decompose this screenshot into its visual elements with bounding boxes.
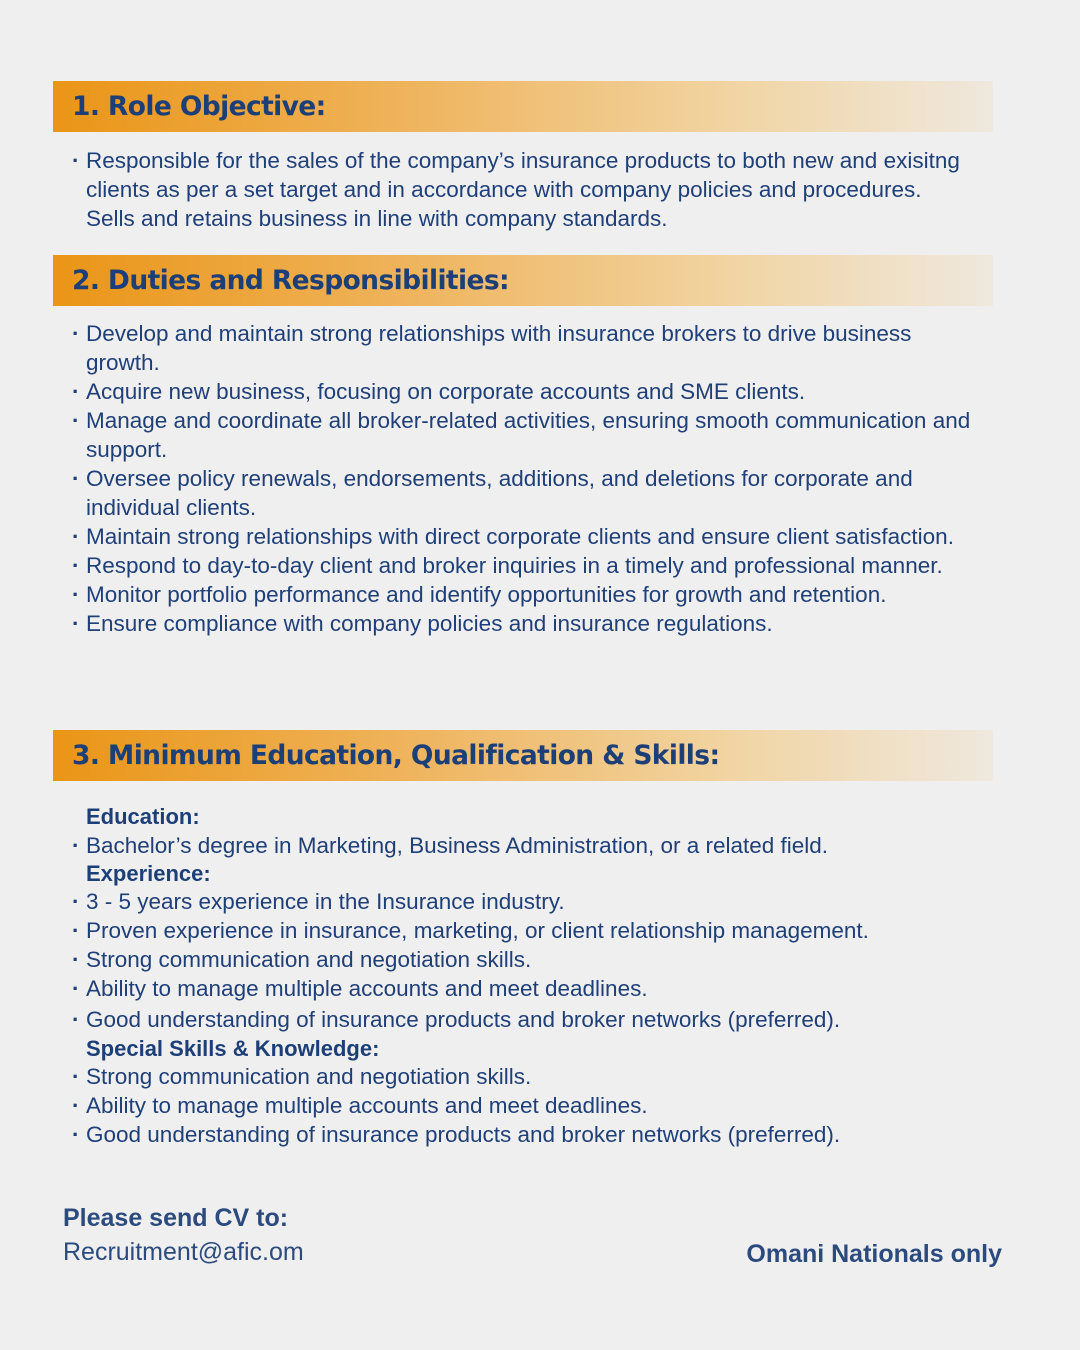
section-2-body (72, 319, 972, 638)
list-item: · Manage and coordinate all broker-related activities, ensuring smooth communication and support. (72, 406, 972, 464)
list-item: · Monitor portfolio performance and identify opportunities for growth and retention. (72, 580, 972, 609)
education-heading: Education: (86, 804, 200, 829)
section-3-body (72, 804, 1032, 1149)
skills-heading: Special Skills & Knowledge: (86, 1036, 380, 1061)
list-item: · 3 - 5 years experience in the Insurance industry. (72, 887, 1032, 916)
experience-heading: Experience: (86, 861, 211, 886)
section-1-body (72, 146, 972, 233)
section-1-title: 1. Role Objective: (72, 91, 326, 122)
list-item: · Responsible for the sales of the company’s insurance products to both new and exisitng clients as per a set target and in accordance with company policies and procedures. Sells and retains business in line with company standards. (72, 146, 972, 233)
cv-heading: Please send CV to: (63, 1204, 289, 1232)
list-item: · Strong communication and negotiation skills. (72, 1062, 1032, 1091)
nationality-note: Omani Nationals only (746, 1240, 1002, 1268)
section-2-header (53, 255, 993, 306)
list-item: · Ability to manage multiple accounts and meet deadlines. (72, 974, 1032, 1003)
list-item: · Strong communication and negotiation skills. (72, 945, 1032, 974)
section-3-header (53, 730, 993, 781)
list-item: · Ensure compliance with company policies and insurance regulations. (72, 609, 972, 638)
list-item: · Develop and maintain strong relationships with insurance brokers to drive business growth. (72, 319, 972, 377)
list-item: · Maintain strong relationships with direct corporate clients and ensure client satisfaction. (72, 522, 972, 551)
list-item: · Good understanding of insurance products and broker networks (preferred). (72, 1120, 1032, 1149)
section-3-title: 3. Minimum Education, Qualification & Skills: (72, 740, 720, 771)
list-item: · Oversee policy renewals, endorsements, additions, and deletions for corporate and individual clients. (72, 464, 972, 522)
list-item: · Good understanding of insurance products and broker networks (preferred). (72, 1005, 1032, 1034)
list-item: · Acquire new business, focusing on corporate accounts and SME clients. (72, 377, 972, 406)
list-item: · Ability to manage multiple accounts and meet deadlines. (72, 1091, 1032, 1120)
recruitment-email[interactable]: Recruitment@afic.om (63, 1238, 304, 1266)
section-2-title: 2. Duties and Responsibilities: (72, 265, 510, 296)
list-item: · Bachelor’s degree in Marketing, Business Administration, or a related field. (72, 831, 1032, 860)
section-1-header (53, 81, 993, 132)
list-item: · Proven experience in insurance, marketing, or client relationship management. (72, 916, 1032, 945)
list-item: · Respond to day-to-day client and broker inquiries in a timely and professional manner. (72, 551, 972, 580)
